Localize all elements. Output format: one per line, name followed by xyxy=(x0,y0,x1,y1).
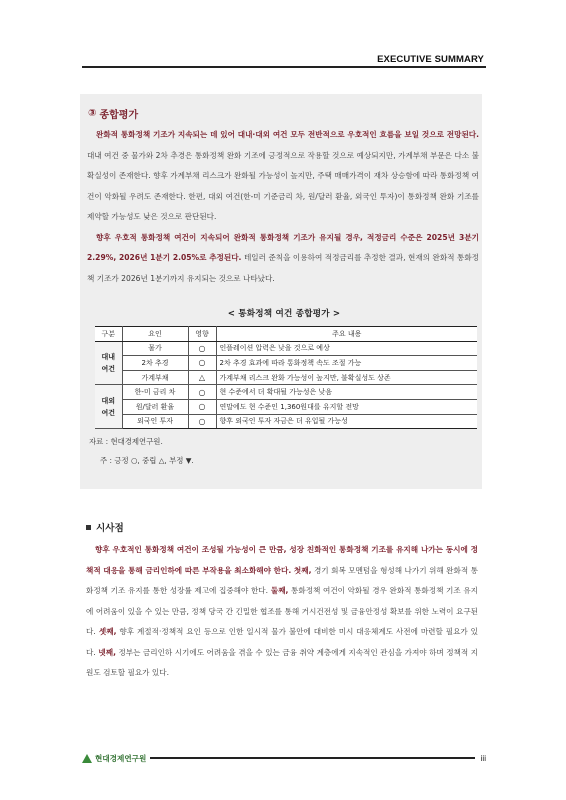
impact-cell: △ xyxy=(188,370,216,385)
table-row xyxy=(95,399,477,414)
section-number: ③ xyxy=(88,108,97,119)
footer-organization: 현대경제연구원 xyxy=(95,753,147,763)
column-header: 요인 xyxy=(122,327,188,342)
keyword-third: 셋째, xyxy=(95,627,117,636)
column-header: 주요 내용 xyxy=(216,327,477,342)
factor-cell: 원/달러 환율 xyxy=(122,399,188,414)
paragraph-emphasis: 향후 우호적인 통화정책 여건이 조성될 가능성이 큰 만큼, 성장 친화적인 통화정책 기조를 유지해 나가는 동시에 정책적 대응을 통해 금리인하에 따른 부작용을 최소화해야 한다. xyxy=(86,545,478,575)
paragraph-emphasis: 향후 우호적 통화정책 여건이 지속되어 완화적 통화정책 기조가 유지될 경우, 적정금리 수준은 2025년 3분기 2.29%, 2026년 1분기 2.05%로 추정된다. xyxy=(87,232,479,262)
page-number: iii xyxy=(480,753,486,763)
paragraph-implications xyxy=(86,540,478,684)
description-cell: 향후 외국인 투자 자금은 더 유입될 가능성 xyxy=(216,414,477,429)
table-header-row xyxy=(95,327,477,342)
assessment-table xyxy=(95,326,477,429)
header-rule xyxy=(82,66,486,68)
impact-cell: ○ xyxy=(188,341,216,356)
factor-cell: 외국인 투자 xyxy=(122,414,188,429)
section-title-text: 종합평가 xyxy=(99,110,139,121)
group-external xyxy=(95,385,122,429)
table-row xyxy=(95,341,477,356)
table-row xyxy=(95,414,477,429)
summary-panel xyxy=(80,94,482,489)
square-bullet-icon xyxy=(86,525,91,530)
table-title: < 통화정책 여건 종합평가 > xyxy=(227,309,341,319)
column-header: 영향 xyxy=(188,327,216,342)
factor-cell: 2차 추경 xyxy=(122,356,188,371)
impact-cell: ○ xyxy=(188,399,216,414)
group-label: 대내 여건 xyxy=(101,352,116,373)
factor-cell: 한-미 금리 차 xyxy=(122,385,188,400)
table-row xyxy=(95,370,477,385)
group-label: 대외 여건 xyxy=(101,396,116,417)
factor-cell: 가계부채 xyxy=(122,370,188,385)
description-cell: 연말에도 현 수준인 1,360원대를 유지할 전망 xyxy=(216,399,477,414)
table-note: 주 : 긍정 ○, 중립 △, 부정 ▼. xyxy=(100,456,194,466)
description-cell: 2차 추경 효과에 따라 통화정책 속도 조절 가능 xyxy=(216,356,477,371)
section2-title xyxy=(86,520,124,534)
impact-cell: ○ xyxy=(188,414,216,429)
paragraph-rate-estimate xyxy=(87,228,479,290)
header-title: EXECUTIVE SUMMARY xyxy=(377,54,484,65)
section2-title-text: 시사점 xyxy=(96,523,124,534)
paragraph-text: 정부는 금리인하 시기에도 어려움을 겪을 수 있는 금융 취약 계층에게 지속적인 관심을 가져야 하며 정책적 지원도 검토할 필요가 있다. xyxy=(86,647,478,677)
paragraph-text: 통화정책 여건이 악화될 경우 완화적 통화정책 기조 유지에 어려움이 있을 수 있는 만큼, 정책 당국 간 긴밀한 협조를 통해 거시건전성 및 금융안정성 확보를 위한 노력이 요구된다. xyxy=(86,586,478,636)
table-row xyxy=(95,385,477,400)
table-row xyxy=(95,356,477,371)
paragraph-text: 대내 여건 중 물가와 2차 추경은 통화정책 완화 기조에 긍정적으로 작용할 것으로 예상되지만, 가계부채 부문은 다소 불확실성이 존재한다. 향후 가계부채 리스크가 완화될 가능성이 높지만, 주택 매매가격이 재차 상승함에 따라 통화정책 여건이 악화될 우려도 존재한다. 한편, 대외 여건(한-미 기준금리 차, 원/달러 환율, 외국인 투자)이 통화정책 완화 기조를 제약할 가능성도 낮은 것으로 판단된다. xyxy=(87,150,479,221)
keyword-fourth: 넷째, xyxy=(95,647,116,657)
impact-cell: ○ xyxy=(188,385,216,400)
column-header: 구분 xyxy=(95,327,122,342)
paragraph-text: 경기 회복 모멘텀을 형성해 나가기 위해 완화적 통화정책 기조 유지를 통한 성장률 제고에 집중해야 한다. xyxy=(86,565,478,595)
impact-cell: ○ xyxy=(188,356,216,371)
description-cell: 인플레이션 압력은 낮을 것으로 예상 xyxy=(216,341,477,356)
footer xyxy=(82,752,486,764)
paragraph-text: 테일러 준칙을 이용하여 적정금리를 추정한 결과, 현재의 완화적 통화정책 기조가 2026년 1분기까지 유지되는 것으로 나타났다. xyxy=(87,253,480,283)
logo-triangle-icon xyxy=(82,754,92,763)
group-domestic xyxy=(95,341,122,385)
keyword-first: 첫째, xyxy=(291,565,312,575)
section-title xyxy=(88,106,482,121)
description-cell: 가계부채 리스크 완화 가능성이 높지만, 불확실성도 상존 xyxy=(216,370,477,385)
paragraph-assessment xyxy=(87,125,479,228)
factor-cell: 물가 xyxy=(122,341,188,356)
footer-rule xyxy=(150,757,474,759)
description-cell: 현 수준에서 더 확대될 가능성은 낮음 xyxy=(216,385,477,400)
paragraph-emphasis: 완화적 통화정책 기조가 지속되는 데 있어 대내·대외 여건 모두 전반적으로 우호적인 흐름을 보일 것으로 전망된다. xyxy=(96,130,479,139)
table-source: 자료 : 현대경제연구원. xyxy=(89,437,163,447)
keyword-second: 둘째, xyxy=(268,586,289,595)
paragraph-text: 향후 계절적·정책적 요인 등으로 인한 일시적 물가 불안에 대비한 미시 대응체계도 사전에 마련할 필요가 있다. xyxy=(86,627,478,657)
